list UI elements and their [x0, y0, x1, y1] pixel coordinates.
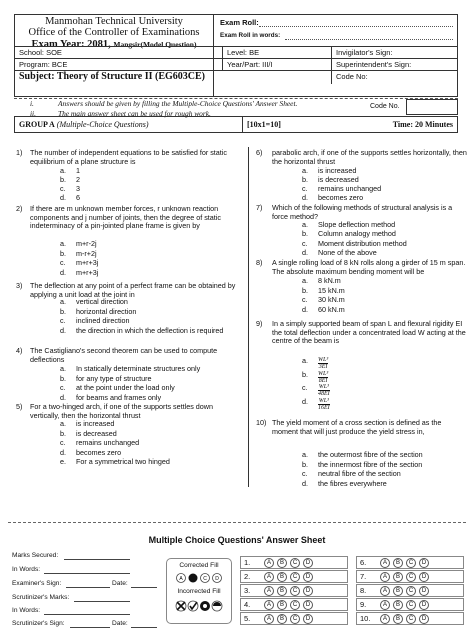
examiner-sign-field[interactable]	[66, 587, 110, 588]
option-letter: c.	[302, 295, 308, 305]
option-letter: d.	[302, 396, 308, 406]
answer-bubble[interactable]: C	[290, 558, 300, 568]
scrutinizer-marks-field[interactable]	[74, 601, 130, 602]
option-letter: c.	[60, 258, 66, 267]
question-text: The number of independent equations to be satisfied for static equilibrium of a plane structure is	[30, 148, 227, 166]
group-marks: [10x1=10]	[242, 117, 281, 132]
answer-bubble[interactable]: D	[303, 572, 313, 582]
option-text: for any type of structure	[76, 373, 152, 383]
answer-bubble[interactable]: C	[406, 600, 416, 610]
option-letter: a.	[302, 356, 308, 365]
examiner-sign-label: Examiner's Sign:	[12, 580, 62, 587]
year-part-label: Year/Part: III/I	[222, 59, 273, 71]
answer-bubble[interactable]: B	[277, 572, 287, 582]
option-letter: d.	[302, 193, 308, 202]
answer-row-number: 9.	[360, 600, 367, 609]
answer-row	[240, 570, 348, 583]
option-text: $\frac{\text{WL³}}{48EI}$	[318, 384, 330, 397]
answer-bubble[interactable]: D	[419, 614, 429, 624]
option-letter: e.	[60, 457, 66, 467]
question-text: Which of the following methods of structural analysis is a force method?	[272, 203, 453, 221]
option-text: becomes zero	[318, 193, 364, 202]
option-letter: a.	[302, 166, 308, 175]
answer-bubble[interactable]: A	[380, 586, 390, 596]
level-label: Level: BE	[222, 47, 259, 59]
scrutinizer-marks-label: Scrutinizer's Marks:	[12, 594, 70, 601]
option-text: 1	[76, 166, 80, 175]
option-text: 60 kN.m	[318, 304, 345, 314]
group-time: Time: 20 Minutes	[392, 120, 453, 129]
option-text: Slope deflection method	[318, 220, 396, 229]
option-letter: d.	[302, 248, 308, 258]
option-text: the fibres everywhere	[318, 478, 387, 488]
answer-bubble[interactable]: D	[419, 586, 429, 596]
answer-bubble[interactable]: C	[406, 558, 416, 568]
question-number: 2)	[16, 204, 23, 213]
question-number: 4)	[16, 346, 23, 355]
option-letter: d.	[60, 392, 66, 402]
option-text: m+r+3j	[76, 258, 99, 267]
option-letter: c.	[60, 438, 66, 448]
question-text: The Castigliano's second theorem can be used to compute deflections	[30, 346, 218, 364]
institution-name: Manmohan Technical University	[45, 16, 183, 27]
in-words-field-2[interactable]	[44, 614, 130, 615]
answer-bubble[interactable]: A	[380, 614, 390, 624]
option-letter: c.	[302, 238, 308, 248]
option-letter: c.	[302, 383, 308, 392]
answer-bubble[interactable]: C	[406, 572, 416, 582]
option-letter: b.	[60, 373, 66, 383]
question-number: 9)	[256, 319, 263, 328]
option-letter: a.	[60, 297, 66, 306]
answer-bubble[interactable]: A	[264, 614, 274, 624]
answer-bubble[interactable]: A	[264, 586, 274, 596]
option-letter: b.	[302, 229, 308, 239]
office-name: Office of the Controller of Examinations	[28, 27, 200, 38]
answer-bubble[interactable]: A	[380, 558, 390, 568]
option-text: 30 kN.m	[318, 295, 345, 305]
corrected-fill-label: Corrected Fill	[179, 562, 219, 569]
answer-bubble[interactable]: C	[406, 614, 416, 624]
answer-row	[240, 598, 348, 611]
marks-secured-field[interactable]	[64, 559, 130, 560]
cut-line-bottom	[8, 522, 466, 523]
answer-bubble[interactable]: D	[303, 558, 313, 568]
fill-legend	[166, 558, 232, 624]
code-no-label: Code No:	[331, 71, 368, 84]
option-letter: a.	[60, 419, 66, 428]
option-text: In statically determinate structures only	[76, 364, 201, 373]
question-number: 3)	[16, 281, 23, 290]
option-text: Column analogy method	[318, 229, 396, 239]
answer-bubble[interactable]: B	[277, 600, 287, 610]
answer-bubble[interactable]: B	[393, 614, 403, 624]
answer-row	[240, 556, 348, 569]
superintendent-sign-label: Superintendent's Sign:	[331, 59, 411, 71]
option-text: 6	[76, 193, 80, 202]
answer-bubble[interactable]: D	[303, 614, 313, 624]
option-letter: d.	[60, 447, 66, 457]
code-no-box-label: Code No.	[370, 103, 400, 110]
option-letter: b.	[60, 306, 66, 316]
exam-roll-words-field[interactable]	[285, 31, 453, 40]
exam-roll-label: Exam Roll:	[220, 18, 259, 27]
answer-bubble[interactable]: C	[290, 614, 300, 624]
answer-row-number: 8.	[360, 586, 367, 595]
group-subtitle: (Multiple-Choice Questions)	[56, 120, 149, 129]
answer-bubble[interactable]: C	[290, 572, 300, 582]
program-label: Program: BCE	[19, 60, 68, 69]
instruction-2-num: ii.	[30, 109, 36, 118]
option-letter: d.	[302, 478, 308, 488]
option-letter: c.	[60, 184, 66, 193]
option-text: $\frac{\text{WL³}}{8EI}$	[318, 370, 329, 384]
answer-bubble[interactable]: B	[393, 558, 403, 568]
answer-row	[356, 584, 464, 597]
in-words-field-1[interactable]	[44, 573, 130, 574]
exam-roll-words-label: Exam Roll in words:	[220, 32, 281, 39]
instruction-1-num: i.	[30, 99, 34, 108]
answer-bubble[interactable]: B	[393, 572, 403, 582]
option-text: remains unchanged	[318, 184, 382, 193]
question-text: The deflection at any point of a perfect frame can be obtained by applying a unit load at the joint in	[30, 281, 236, 299]
option-text: for beams and frames only	[76, 392, 162, 402]
answer-bubble[interactable]: D	[419, 600, 429, 610]
option-text: horizontal direction	[76, 306, 137, 316]
subject-label: Subject: Theory of Structure II (EG603CE)	[19, 71, 206, 82]
question-text: In a simply supported beam of span L and flexural rigidity EI the total deflection under a concentrated load W acting at the centre of the beam is	[272, 319, 466, 346]
scrutinizer-sign-label: Scrutinizer's Sign:	[12, 620, 65, 627]
option-text: For a symmetrical two hinged	[76, 457, 170, 467]
exam-header	[14, 14, 458, 97]
option-letter: c.	[302, 469, 308, 479]
option-letter: d.	[60, 325, 66, 335]
option-text: 2	[76, 175, 80, 184]
code-no-box[interactable]	[406, 99, 458, 115]
option-text: m+r+3j	[76, 267, 99, 277]
question-text: If there are m unknown member forces, r unknown reaction components and j number of joints, then the degree of static indeterminacy of a pin-jointed plane frame is given by	[30, 204, 221, 231]
option-letter: b.	[302, 369, 308, 379]
invigilator-sign-label: Invigilator's Sign:	[331, 47, 392, 59]
answer-bubble[interactable]: B	[393, 586, 403, 596]
answer-row-number: 1.	[244, 558, 251, 567]
answer-bubble[interactable]: D	[303, 586, 313, 596]
in-words-label-1: In Words:	[12, 566, 41, 573]
option-text: at the point under the load only	[76, 383, 175, 393]
option-letter: d.	[60, 267, 66, 277]
answer-bubble[interactable]: A	[264, 600, 274, 610]
option-text: m-r+2j	[76, 248, 97, 258]
group-title: GROUP A (Multiple-Choice Questions)	[19, 120, 149, 129]
answer-row	[356, 556, 464, 569]
question-number: 1)	[16, 148, 23, 157]
option-text: becomes zero	[76, 447, 122, 457]
option-text: Moment distribution method	[318, 238, 407, 248]
option-letter: d.	[60, 193, 66, 202]
answer-row	[240, 612, 348, 625]
answer-row	[356, 598, 464, 611]
answer-row	[356, 612, 464, 625]
option-text: inclined direction	[76, 316, 130, 326]
option-text: $\frac{\text{WL³}}{3EI}$	[318, 357, 329, 370]
question-number: 8)	[256, 258, 263, 267]
option-letter: a.	[302, 450, 308, 459]
answer-row-number: 2.	[244, 572, 251, 581]
option-letter: b.	[302, 175, 308, 184]
option-letter: a.	[60, 166, 66, 175]
answer-bubble[interactable]: B	[393, 600, 403, 610]
answer-bubble[interactable]: A	[264, 558, 274, 568]
option-text: the direction in which the deflection is required	[76, 325, 224, 335]
answer-bubble[interactable]: B	[277, 558, 287, 568]
answer-row-number: 4.	[244, 600, 251, 609]
date-label-2: Date:	[112, 620, 128, 627]
incorrect-fill-example-icon	[173, 599, 227, 615]
exam-roll-field[interactable]	[259, 18, 453, 27]
answer-bubble[interactable]: D	[419, 572, 429, 582]
option-text: the outermost fibre of the section	[318, 450, 423, 459]
answer-row-number: 6.	[360, 558, 367, 567]
scrutinizer-sign-field[interactable]	[70, 627, 110, 628]
school-label: School: SOE	[19, 48, 62, 57]
marks-secured-label: Marks Secured:	[12, 552, 59, 559]
option-text: the innermost fibre of the section	[318, 459, 423, 469]
option-letter: a.	[60, 239, 66, 248]
answer-bubble[interactable]: B	[277, 586, 287, 596]
question-text: The yield moment of a cross section is defined as the moment that will just produce the yield stress in,	[272, 418, 442, 436]
instruction-2: The main answer sheet can be used for rough work.	[58, 109, 211, 118]
svg-text:C: C	[203, 576, 207, 582]
option-letter: b.	[302, 285, 308, 295]
question-text: A single rolling load of 8 kN rolls along a girder of 15 m span. The absolute maximum bending moment will be	[272, 258, 466, 276]
answer-row-number: 5.	[244, 614, 251, 623]
column-divider	[248, 147, 249, 487]
option-letter: d.	[302, 304, 308, 314]
option-letter: b.	[60, 248, 66, 258]
in-words-label-2: In Words:	[12, 607, 41, 614]
answer-bubble[interactable]: C	[290, 586, 300, 596]
answer-bubble[interactable]: D	[419, 558, 429, 568]
answer-row-number: 7.	[360, 572, 367, 581]
date-field-2[interactable]	[131, 627, 157, 628]
option-text: vertical direction	[76, 297, 128, 306]
answer-bubble[interactable]: A	[380, 572, 390, 582]
option-text: remains unchanged	[76, 438, 140, 448]
group-bar	[14, 116, 458, 133]
option-letter: b.	[302, 459, 308, 469]
option-text: None of the above	[318, 248, 377, 258]
svg-text:D: D	[215, 576, 219, 582]
option-letter: c.	[60, 316, 66, 326]
option-letter: c.	[60, 383, 66, 393]
question-text: parabolic arch, if one of the supports settles horizontally, then the horizontal thrust	[272, 148, 467, 166]
header-row-subject	[15, 70, 457, 83]
date-field-1[interactable]	[131, 587, 157, 588]
option-text: is increased	[318, 166, 357, 175]
answer-row	[356, 570, 464, 583]
question-text: For a two-hinged arch, if one of the supports settles down vertically, then the horizontal thrust	[30, 402, 213, 420]
instruction-1: Answers should be given by filling the Multiple-Choice Questions' Answer Sheet.	[58, 99, 298, 108]
question-number: 10)	[256, 418, 267, 427]
question-number: 5)	[16, 402, 23, 411]
option-letter: a.	[302, 276, 308, 285]
exam-year: Exam Year: 2081, Mangsir(Model Question)	[31, 39, 197, 50]
option-text: neutral fibre of the section	[318, 469, 401, 479]
option-text: is increased	[76, 419, 115, 428]
option-text: 8 kN.m	[318, 276, 341, 285]
svg-text:A: A	[179, 576, 183, 582]
header-row-school	[15, 46, 457, 58]
corrected-fill-example-icon	[173, 572, 227, 584]
answer-bubble[interactable]: A	[264, 572, 274, 582]
option-text: $\frac{\text{WL³}}{16EI}$	[318, 397, 330, 411]
answer-bubble[interactable]: D	[303, 600, 313, 610]
answer-bubble[interactable]: A	[380, 600, 390, 610]
option-text: 3	[76, 184, 80, 193]
exam-year-note: Mangsir(Model Question)	[113, 40, 197, 49]
date-label-1: Date:	[112, 580, 128, 587]
option-letter: b.	[60, 175, 66, 184]
answer-row-number: 3.	[244, 586, 251, 595]
answer-bubble[interactable]: C	[290, 600, 300, 610]
option-text: 15 kN.m	[318, 285, 345, 295]
option-text: is decreased	[76, 428, 117, 438]
answer-bubble[interactable]: B	[277, 614, 287, 624]
option-text: m+r-2j	[76, 239, 97, 248]
option-letter: a.	[60, 364, 66, 373]
incorrected-fill-label: Incorrected Fill	[177, 588, 221, 595]
question-number: 7)	[256, 203, 263, 212]
option-letter: b.	[60, 428, 66, 438]
question-number: 6)	[256, 148, 263, 157]
option-letter: a.	[302, 220, 308, 229]
option-text: is decreased	[318, 175, 359, 184]
option-letter: c.	[302, 184, 308, 193]
answer-bubble[interactable]: C	[406, 586, 416, 596]
header-row-program	[15, 58, 457, 70]
answer-row-number: 10.	[360, 614, 371, 623]
answer-sheet-title: Multiple Choice Questions' Answer Sheet	[148, 535, 326, 545]
answer-row	[240, 584, 348, 597]
